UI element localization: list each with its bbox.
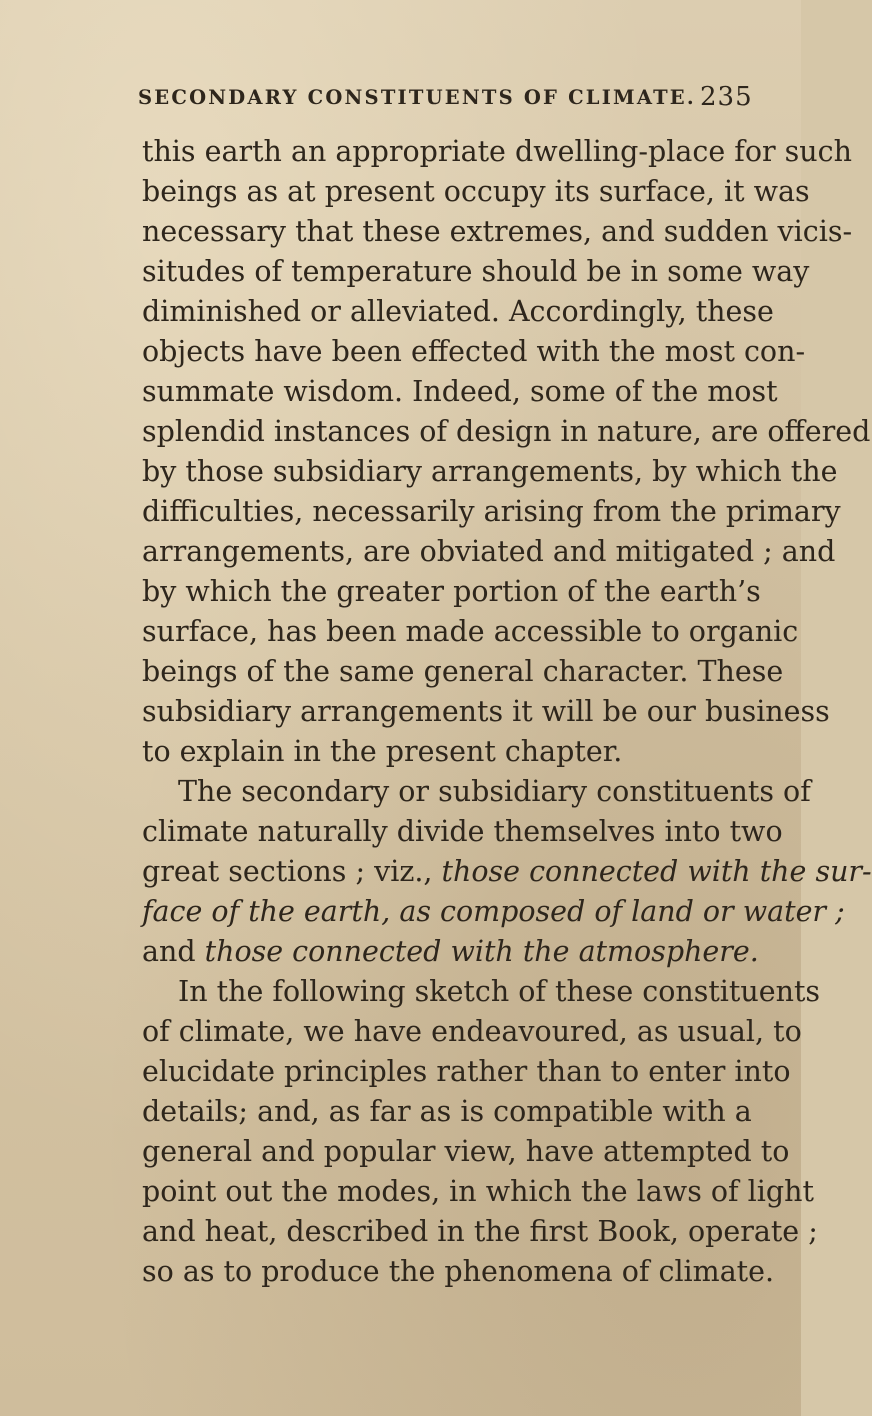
italic-span: those connected with the sur- bbox=[441, 855, 872, 888]
text-line: necessary that these extremes, and sudden vicis- bbox=[142, 215, 853, 248]
text-line: details; and, as far as is compatible with a bbox=[142, 1095, 752, 1128]
text-line: subsidiary arrangements it will be our business bbox=[142, 695, 830, 728]
text-line: of climate, we have endeavoured, as usual, to bbox=[142, 1015, 802, 1048]
text-line: general and popular view, have attempted to bbox=[142, 1135, 790, 1168]
text-line: diminished or alleviated. Accordingly, these bbox=[142, 295, 774, 328]
page-number: 235 bbox=[700, 82, 753, 112]
text-line: situdes of temperature should be in some way bbox=[142, 255, 810, 288]
text-line: elucidate principles rather than to enter into bbox=[142, 1055, 791, 1088]
text-line: this earth an appropriate dwelling-place for such bbox=[142, 135, 852, 168]
text-line: beings as at present occupy its surface, it was bbox=[142, 175, 810, 208]
text-line: objects have been effected with the most con- bbox=[142, 335, 806, 368]
text-line: so as to produce the phenomena of climate. bbox=[142, 1255, 775, 1288]
running-header: SECONDARY CONSTITUENTS OF CLIMATE. bbox=[138, 86, 696, 109]
text-line: arrangements, are obviated and mitigated ; and bbox=[142, 535, 836, 568]
text-line: by those subsidiary arrangements, by which the bbox=[142, 455, 838, 488]
text-span: great sections ; viz., bbox=[142, 855, 433, 888]
text-line: splendid instances of design in nature, are offered bbox=[142, 415, 871, 448]
text-line: and heat, described in the first Book, operate ; bbox=[142, 1215, 818, 1248]
text-line: beings of the same general character. These bbox=[142, 655, 784, 688]
text-line: by which the greater portion of the earth’s bbox=[142, 575, 761, 608]
italic-text-line: face of the earth, as composed of land or water ; bbox=[142, 895, 845, 928]
paragraph-start-line: The secondary or subsidiary constituents of bbox=[178, 775, 811, 808]
text-line: difficulties, necessarily arising from the primary bbox=[142, 495, 841, 528]
text-span: and bbox=[142, 935, 196, 968]
text-line: climate naturally divide themselves into two bbox=[142, 815, 783, 848]
text-line-mixed bbox=[142, 932, 759, 972]
italic-span: those connected with the atmosphere. bbox=[204, 935, 759, 968]
text-line-mixed bbox=[142, 852, 872, 892]
text-line: summate wisdom. Indeed, some of the most bbox=[142, 375, 778, 408]
text-line: to explain in the present chapter. bbox=[142, 735, 623, 768]
paragraph-start-line: In the following sketch of these constituents bbox=[178, 975, 821, 1008]
text-line: surface, has been made accessible to organic bbox=[142, 615, 799, 648]
text-line: point out the modes, in which the laws of light bbox=[142, 1175, 814, 1208]
